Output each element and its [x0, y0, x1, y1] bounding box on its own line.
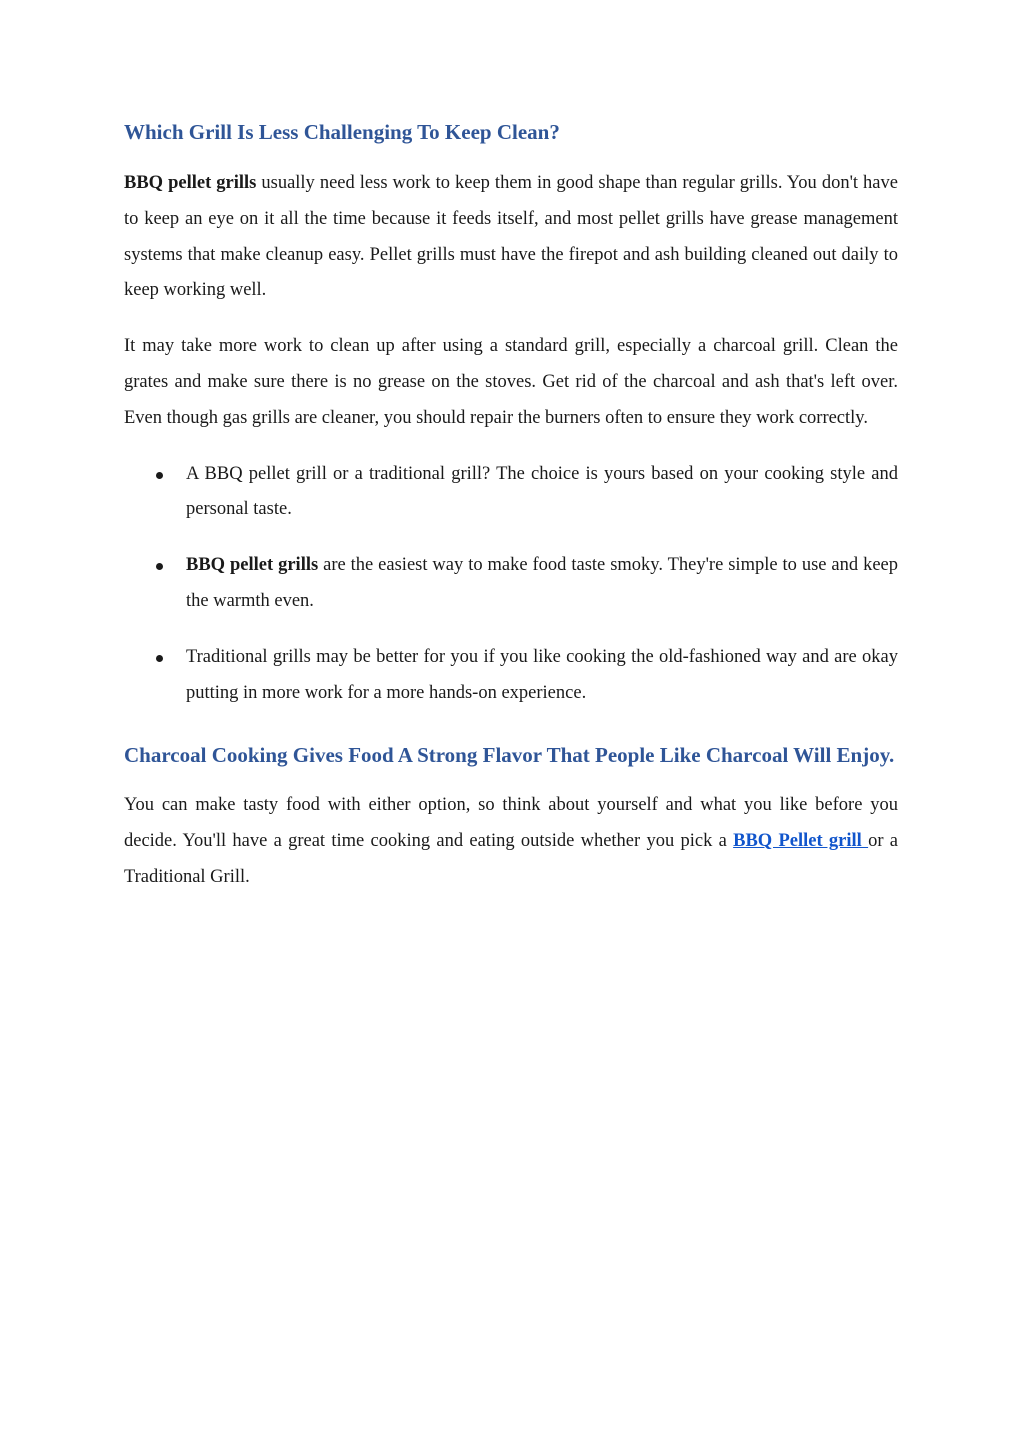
paragraph-text: or a Traditional Grill.: [124, 831, 898, 887]
list-item-text: are the easiest way to make food taste smoky. They're simple to use and keep the warmth even.: [186, 555, 898, 611]
section-heading-cleaning: Which Grill Is Less Challenging To Keep Clean?: [124, 120, 560, 144]
list-item: [124, 457, 898, 529]
bullet-icon: [156, 472, 163, 479]
bold-term: BBQ pellet grills: [186, 555, 319, 576]
bullet-icon: [156, 655, 163, 662]
bullet-icon: [156, 563, 163, 570]
paragraph-conclusion: [124, 788, 898, 895]
section-heading-charcoal: Charcoal Cooking Gives Food A Strong Flavor That People Like Charcoal Will Enjoy.: [124, 743, 895, 768]
document-page: [124, 118, 898, 896]
list-item-text: Traditional grills may be better for you if you like cooking the old-fashioned way and are okay putting in more work for a more hands-on experience.: [186, 646, 898, 703]
bold-term: BBQ pellet grills: [124, 173, 257, 193]
paragraph-pellet-maintenance: [124, 166, 898, 309]
paragraph-traditional-cleanup: It may take more work to clean up after using a standard grill, especially a charcoal grill. Clean the grates and make sure there is no grease on the stoves. Get rid of the charcoal and ash that's left over. Even though gas grills are cleaner, you should repair the burners often to ensure they work correctly.: [124, 336, 898, 428]
paragraph-text: You can make tasty food with either option, so think about yourself and what you like before you decide. You'll have a great time cooking and eating outside whether you pick a: [124, 795, 898, 852]
list-item: [124, 548, 898, 620]
bbq-pellet-grill-link[interactable]: BBQ Pellet grill: [733, 831, 869, 852]
bullet-list: [124, 457, 898, 712]
list-item-text: A BBQ pellet grill or a traditional grill? The choice is yours based on your cooking style and personal taste.: [186, 463, 898, 520]
paragraph-text: usually need less work to keep them in good shape than regular grills. You don't have to keep an eye on it all the time because it feeds itself, and most pellet grills have grease management systems that make cleanup easy. Pellet grills must have the firepot and ash building cleaned out daily to keep working well.: [124, 173, 898, 301]
list-item: [124, 640, 898, 712]
